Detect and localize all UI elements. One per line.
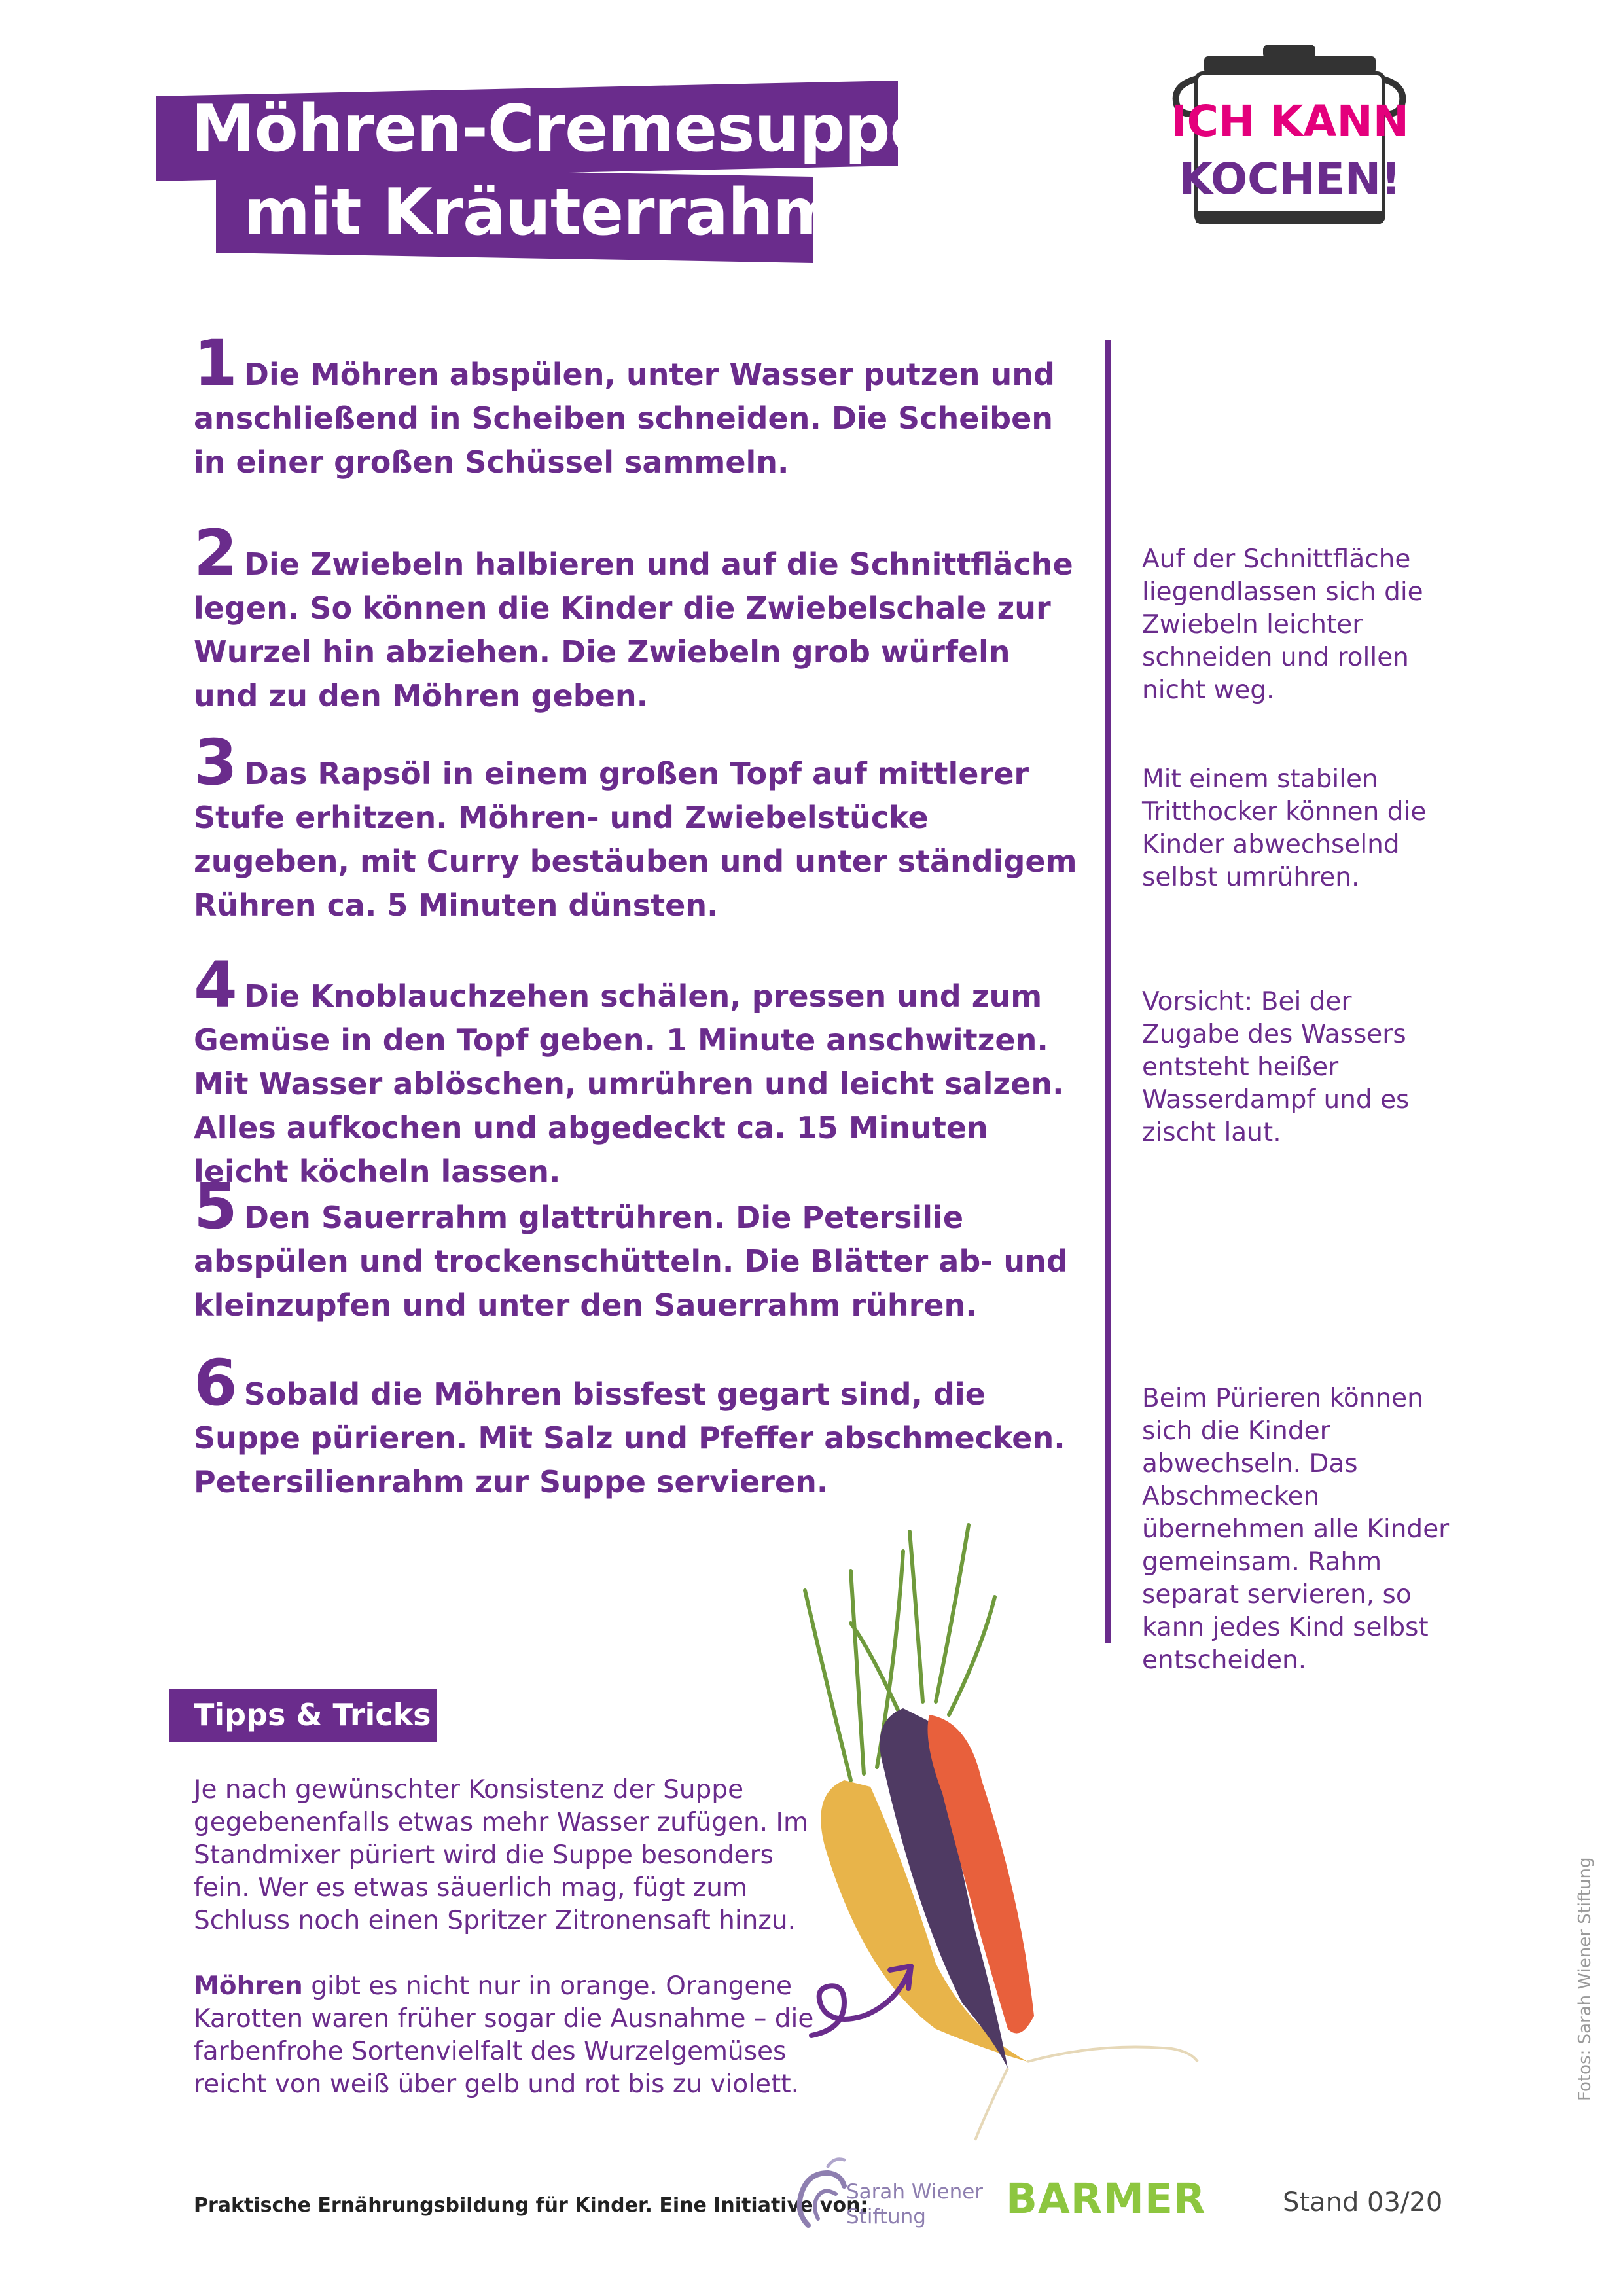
side-note-4: Beim Pürieren können sich die Kinder abwechseln. Das Abschmecken übernehmen alle Kinder gemeinsam. Rahm separat servieren, so kann jedes Kind selbst entscheiden. bbox=[1142, 1384, 1450, 1675]
step-6 bbox=[194, 1346, 1084, 1504]
tips-paragraph-1: Je nach gewünschter Konsistenz der Suppe gegebenenfalls etwas mehr Wasser zufügen. Im Standmixer püriert wird die Suppe besonders fein. Wer es etwas säuerlich mag, fügt zum Schluss noch einen Spritzer Zitronensaft hinzu. bbox=[194, 1775, 809, 1935]
tips-bold-word: Möhren bbox=[194, 1971, 303, 2001]
step-text: Die Möhren abspülen, unter Wasser putzen und anschließend in Scheiben schneiden. Die Scheiben in einer großen Schüssel sammeln. bbox=[194, 357, 1055, 480]
curly-arrow-icon bbox=[805, 1950, 923, 2055]
barmer-logo: BARMER bbox=[1006, 2175, 1206, 2223]
step-number: 6 bbox=[194, 1346, 238, 1420]
step-3 bbox=[194, 726, 1084, 927]
version-stamp: Stand 03/20 bbox=[1283, 2187, 1443, 2217]
sarah-wiener-line2: Stiftung bbox=[846, 2205, 926, 2229]
step-text: Die Zwiebeln halbieren und auf die Schnittfläche legen. So können die Kinder die Zwiebelschale zur Wurzel hin abziehen. Die Zwiebeln grob würfeln und zu den Möhren geben. bbox=[194, 547, 1073, 713]
logo-text-line1: ICH KANN bbox=[1171, 96, 1409, 147]
recipe-title-line2: mit Kräuterrahm bbox=[243, 175, 839, 250]
step-5 bbox=[194, 1170, 1084, 1327]
step-number: 1 bbox=[194, 327, 238, 400]
logo-text-line2: KOCHEN! bbox=[1179, 154, 1401, 204]
tips-paragraph-2-text: gibt es nicht nur in orange. Orangene Karotten waren früher sogar die Ausnahme – die farbenfrohe Sortenvielfalt des Wurzelgemüses reicht von weiß über gelb und rot bis zu violett. bbox=[194, 1971, 814, 2099]
step-4 bbox=[194, 948, 1084, 1194]
recipe-title-line1: Möhren-Cremesuppe bbox=[191, 92, 933, 166]
tips-paragraph-2 bbox=[194, 1970, 822, 2101]
photo-credit: Fotos: Sarah Wiener Stiftung bbox=[1575, 1857, 1595, 2101]
side-note-2: Mit einem stabilen Tritthocker können die Kinder abwechselnd selbst umrühren. bbox=[1142, 764, 1427, 892]
step-text: Den Sauerrahm glattrühren. Die Petersilie abspülen und trockenschütteln. Die Blätter ab- und kleinzupfen und unter den Sauerrahm rühren. bbox=[194, 1200, 1068, 1323]
step-number: 2 bbox=[194, 516, 238, 590]
side-note-1: Auf der Schnittfläche liegendlassen sich die Zwiebeln leichter schneiden und rollen nicht weg. bbox=[1142, 545, 1423, 705]
sarah-wiener-logo-text bbox=[846, 2179, 983, 2229]
sidebar-divider bbox=[1105, 340, 1111, 1643]
step-text: Sobald die Möhren bissfest gegart sind, die Suppe pürieren. Mit Salz und Pfeffer abschmecken. Petersilienrahm zur Suppe servieren. bbox=[194, 1376, 1065, 1499]
pot-logo-icon bbox=[1165, 39, 1414, 236]
sarah-wiener-line1: Sarah Wiener bbox=[846, 2180, 984, 2204]
step-number: 5 bbox=[194, 1170, 238, 1243]
step-text: Die Knoblauchzehen schälen, pressen und zum Gemüse in den Topf geben. 1 Minute anschwitzen. Mit Wasser ablöschen, umrühren und leicht salzen. Alles aufkochen und abgedeckt ca. 15 Minuten leicht köcheln lassen. bbox=[194, 978, 1064, 1189]
step-2 bbox=[194, 516, 1084, 718]
footer-initiative-text: Praktische Ernährungsbildung für Kinder. Eine Initiative von: bbox=[194, 2194, 868, 2217]
step-1 bbox=[194, 327, 1084, 484]
tips-heading: Tipps & Tricks bbox=[194, 1697, 431, 1732]
step-text: Das Rapsöl in einem großen Topf auf mittlerer Stufe erhitzen. Möhren- und Zwiebelstücke zugeben, mit Curry bestäuben und unter ständigem Rühren ca. 5 Minuten dünsten. bbox=[194, 756, 1077, 923]
step-number: 4 bbox=[194, 948, 238, 1022]
side-note-3: Vorsicht: Bei der Zugabe des Wassers entsteht heißer Wasserdampf und es zischt laut. bbox=[1142, 987, 1410, 1147]
step-number: 3 bbox=[194, 726, 238, 799]
